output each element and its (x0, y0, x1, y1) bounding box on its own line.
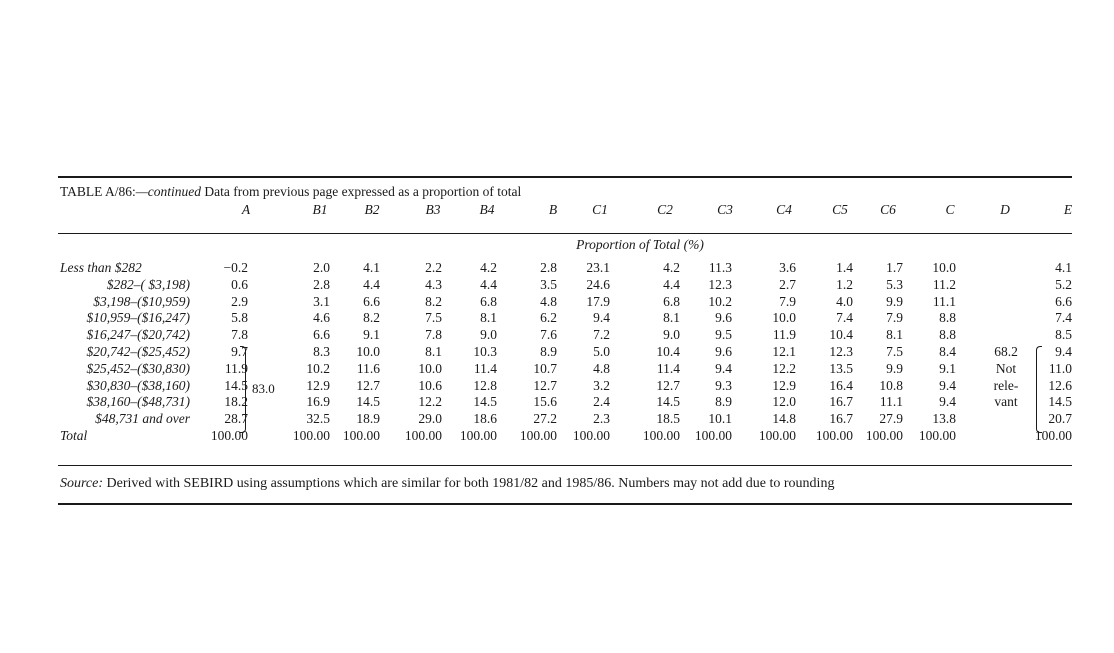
table-cell: 5.0 (593, 344, 610, 359)
table-cell: 18.9 (356, 411, 380, 427)
table-cell: 11.4 (656, 360, 680, 376)
table-cell: 10.0 (772, 310, 796, 326)
table-cell: 68.2 (994, 344, 1018, 359)
table-cell: 6.6 (1055, 293, 1072, 309)
table-cell: 10.2 (708, 293, 732, 309)
column-header: B3 (425, 202, 441, 217)
table-cell: 16.9 (306, 394, 330, 410)
table-cell: Not (995, 360, 1017, 376)
table-cell: 6.2 (540, 310, 557, 326)
table-cell: 14.5 (356, 394, 380, 410)
table-cell: 4.2 (480, 260, 497, 275)
table-cell: 4.4 (480, 276, 497, 292)
table-cell: 1.4 (836, 260, 853, 275)
table-cell: 12.3 (829, 344, 853, 359)
table-cell: 8.3 (313, 344, 330, 359)
table-cell: 8.2 (363, 310, 380, 326)
table-cell: 10.2 (306, 360, 330, 376)
table-cell: 0.6 (231, 276, 248, 292)
table-cell: rele- (993, 377, 1019, 393)
table-cell: 100.00 (404, 428, 442, 443)
column-header: C2 (657, 202, 673, 217)
table-cell: 8.1 (663, 310, 680, 326)
table-cell: 7.2 (593, 327, 610, 343)
table-cell: 4.8 (593, 360, 610, 376)
table-cell: 27.2 (533, 411, 557, 427)
table-cell: 7.9 (886, 310, 903, 326)
table-cell: 11.0 (1048, 360, 1072, 376)
table-cell: 10.0 (932, 260, 956, 275)
table-cell: 3.1 (313, 293, 330, 309)
table-cell: 7.4 (836, 310, 853, 326)
table-cell: 18.5 (656, 411, 680, 427)
table-cell: 100.00 (815, 428, 853, 443)
table-cell: 2.2 (425, 260, 442, 275)
table-cell: 24.6 (586, 276, 610, 292)
table-cell: 9.4 (939, 394, 956, 410)
table-cell: 10.3 (473, 344, 497, 359)
table-cell: 100.00 (642, 428, 680, 443)
table-cell: 11.1 (932, 293, 956, 309)
table-cell: 8.2 (425, 293, 442, 309)
table-cell: 4.2 (663, 260, 680, 275)
table-title-text: Data from previous page expressed as a proportion of total (201, 184, 522, 199)
table-cell: 2.9 (231, 293, 248, 309)
table-cell: 18.2 (224, 394, 248, 410)
table-cell: 11.1 (879, 394, 903, 410)
table-cell: 100.00 (865, 428, 903, 443)
table-cell: 12.7 (533, 377, 557, 393)
table-cell: 9.9 (886, 360, 903, 376)
table-cell: 14.5 (656, 394, 680, 410)
table-cell: 20.7 (1048, 411, 1072, 427)
table-cell: 8.4 (939, 344, 956, 359)
table-cell: 4.8 (540, 293, 557, 309)
table-cell: vant (994, 394, 1018, 410)
table-cell: 9.0 (480, 327, 497, 343)
table-cell: 14.5 (1048, 394, 1072, 410)
table-cell: 2.8 (540, 260, 557, 275)
column-header: D (1000, 202, 1010, 217)
table-cell: 10.8 (879, 377, 903, 393)
table-cell: 4.0 (836, 293, 853, 309)
bracket-total-a: 83.0 (252, 381, 275, 396)
table-cell: 12.6 (1048, 377, 1072, 393)
table-title-label: TABLE A/86: (60, 184, 136, 199)
table-cell: 2.8 (313, 276, 330, 292)
table-cell: 5.3 (886, 276, 903, 292)
table-cell: 100.00 (292, 428, 330, 443)
table-cell: 11.4 (473, 360, 497, 376)
bottom-rule (58, 465, 1072, 466)
table-cell: 1.7 (886, 260, 903, 275)
column-header: C6 (880, 202, 896, 217)
table-cell: 17.9 (586, 293, 610, 309)
table-cell: 14.8 (772, 411, 796, 427)
table-cell: 9.4 (715, 360, 732, 376)
table-cell: 12.2 (772, 360, 796, 376)
row-label: $20,742–($25,452) (86, 344, 190, 359)
table-cell: 11.3 (708, 260, 732, 275)
table-cell: 12.1 (772, 344, 796, 359)
row-label: $38,160–($48,731) (86, 394, 190, 410)
table-cell: 6.8 (663, 293, 680, 309)
table-cell: 9.4 (1055, 344, 1072, 359)
table-cell: 7.8 (231, 327, 248, 343)
table-cell: 11.6 (356, 360, 380, 376)
table-cell: 7.5 (886, 344, 903, 359)
table-cell: 1.2 (836, 276, 853, 292)
table-cell: 9.4 (939, 377, 956, 393)
table-cell: 2.3 (593, 411, 610, 427)
row-label: $282–( $3,198) (106, 276, 190, 292)
top-rule-thick (58, 176, 1072, 178)
column-header: B4 (479, 202, 495, 217)
table-cell: 12.3 (708, 276, 732, 292)
table-cell: 9.5 (715, 327, 732, 343)
column-header: C4 (776, 202, 792, 217)
table-cell: 6.8 (480, 293, 497, 309)
table-cell: 6.6 (313, 327, 330, 343)
table-cell: 16.7 (829, 411, 853, 427)
table-cell: 100.00 (459, 428, 497, 443)
table-title-continued: —continued (135, 184, 202, 199)
table-cell: 12.8 (473, 377, 497, 393)
table-cell: 8.1 (886, 327, 903, 343)
table-cell: 8.1 (480, 310, 497, 326)
table-cell: 9.1 (939, 360, 956, 376)
table-cell: 100.00 (210, 428, 248, 443)
table-cell: 28.7 (224, 411, 248, 427)
table-cell: 100.00 (519, 428, 557, 443)
table-cell: 9.6 (715, 344, 732, 359)
source-text: Derived with SEBIRD using assumptions which are similar for both 1981/82 and 1985/86. Numbers may not add due to rounding (103, 476, 835, 491)
table-cell: 100.00 (1034, 428, 1072, 443)
table-cell: 4.1 (1055, 260, 1072, 275)
table-cell: 2.0 (313, 260, 330, 275)
proportion-subheader: Proportion of Total (%) (576, 237, 704, 252)
column-header: C1 (592, 202, 608, 217)
column-header: C3 (717, 202, 733, 217)
header-rule (58, 233, 1072, 234)
table-cell: 7.5 (425, 310, 442, 326)
table-cell: 11.9 (224, 360, 248, 376)
table-cell: 12.7 (356, 377, 380, 393)
table-cell: 13.8 (932, 411, 956, 427)
column-header: B (548, 202, 558, 217)
column-header: C5 (832, 202, 848, 217)
table-cell: 16.4 (829, 377, 853, 393)
source-label: Source: (60, 476, 104, 491)
table-cell: 12.9 (306, 377, 330, 393)
table-cell: 12.7 (656, 377, 680, 393)
table-cell: 15.6 (533, 394, 557, 410)
source-note (60, 476, 834, 491)
row-label: $48,731 and over (95, 411, 190, 427)
table-cell: 8.1 (425, 344, 442, 359)
footer-rule (58, 503, 1072, 505)
table-cell: 2.4 (593, 394, 610, 410)
table-cell: 8.8 (939, 310, 956, 326)
row-label: $16,247–($20,742) (86, 327, 190, 343)
table-cell: 4.3 (425, 276, 442, 292)
table-cell: 13.5 (829, 360, 853, 376)
table-cell: 5.2 (1055, 276, 1072, 292)
row-label: $10,959–($16,247) (86, 310, 190, 326)
bracket-column-e (1036, 346, 1042, 433)
table-cell: 2.7 (779, 276, 796, 292)
row-label: Total (60, 428, 88, 443)
table-cell: 8.9 (540, 344, 557, 359)
table-cell: 4.4 (363, 276, 380, 292)
table-title (60, 184, 521, 199)
table-cell: 100.00 (694, 428, 732, 443)
column-header: B1 (312, 202, 328, 217)
table-cell: 3.5 (540, 276, 557, 292)
table-cell: 100.00 (342, 428, 380, 443)
table-cell: 3.6 (779, 260, 796, 275)
table-cell: 10.4 (656, 344, 680, 359)
table-cell: 8.9 (715, 394, 732, 410)
table-cell: 7.6 (540, 327, 557, 343)
table-cell: 11.9 (772, 327, 796, 343)
table-cell: 10.0 (356, 344, 380, 359)
row-label: $25,452–($30,830) (86, 360, 190, 376)
table-cell: 10.6 (418, 377, 442, 393)
row-label: $3,198–($10,959) (93, 293, 190, 309)
table-cell: 100.00 (572, 428, 610, 443)
table-cell: 9.4 (593, 310, 610, 326)
table-cell: 11.2 (932, 276, 956, 292)
table-cell: 12.0 (772, 394, 796, 410)
table-cell: 4.4 (663, 276, 680, 292)
table-cell: 16.7 (829, 394, 853, 410)
row-label: $30,830–($38,160) (86, 377, 190, 393)
table-cell: 10.4 (829, 327, 853, 343)
table-cell: 12.2 (418, 394, 442, 410)
table-cell: 12.9 (772, 377, 796, 393)
row-label: Less than $282 (60, 260, 142, 275)
table-cell: −0.2 (223, 260, 248, 275)
table-cell: 14.5 (224, 377, 248, 393)
table-cell: 4.6 (313, 310, 330, 326)
table-cell: 10.0 (418, 360, 442, 376)
table-cell: 9.6 (715, 310, 732, 326)
table-cell: 10.1 (708, 411, 732, 427)
table-cell: 100.00 (918, 428, 956, 443)
bracket-column-a (240, 346, 246, 433)
table-cell: 3.2 (593, 377, 610, 393)
table-cell: 14.5 (473, 394, 497, 410)
table-cell: 32.5 (306, 411, 330, 427)
table-cell: 7.4 (1055, 310, 1072, 326)
column-header: C (945, 202, 955, 217)
table-cell: 9.3 (715, 377, 732, 393)
table-cell: 27.9 (879, 411, 903, 427)
table-cell: 9.7 (231, 344, 248, 359)
table-cell: 7.9 (779, 293, 796, 309)
table-cell: 7.8 (425, 327, 442, 343)
table-cell: 29.0 (418, 411, 442, 427)
table-cell: 6.6 (363, 293, 380, 309)
column-header: B2 (364, 202, 380, 217)
table-cell: 9.0 (663, 327, 680, 343)
column-header: A (241, 202, 251, 217)
table-cell: 10.7 (533, 360, 557, 376)
table-cell: 8.8 (939, 327, 956, 343)
table-cell: 9.1 (363, 327, 380, 343)
column-header: E (1063, 202, 1073, 217)
table-cell: 4.1 (363, 260, 380, 275)
table-cell: 100.00 (758, 428, 796, 443)
table-cell: 18.6 (473, 411, 497, 427)
table-cell: 23.1 (586, 260, 610, 275)
table-cell: 9.9 (886, 293, 903, 309)
table-cell: 5.8 (231, 310, 248, 326)
table-cell: 8.5 (1055, 327, 1072, 343)
